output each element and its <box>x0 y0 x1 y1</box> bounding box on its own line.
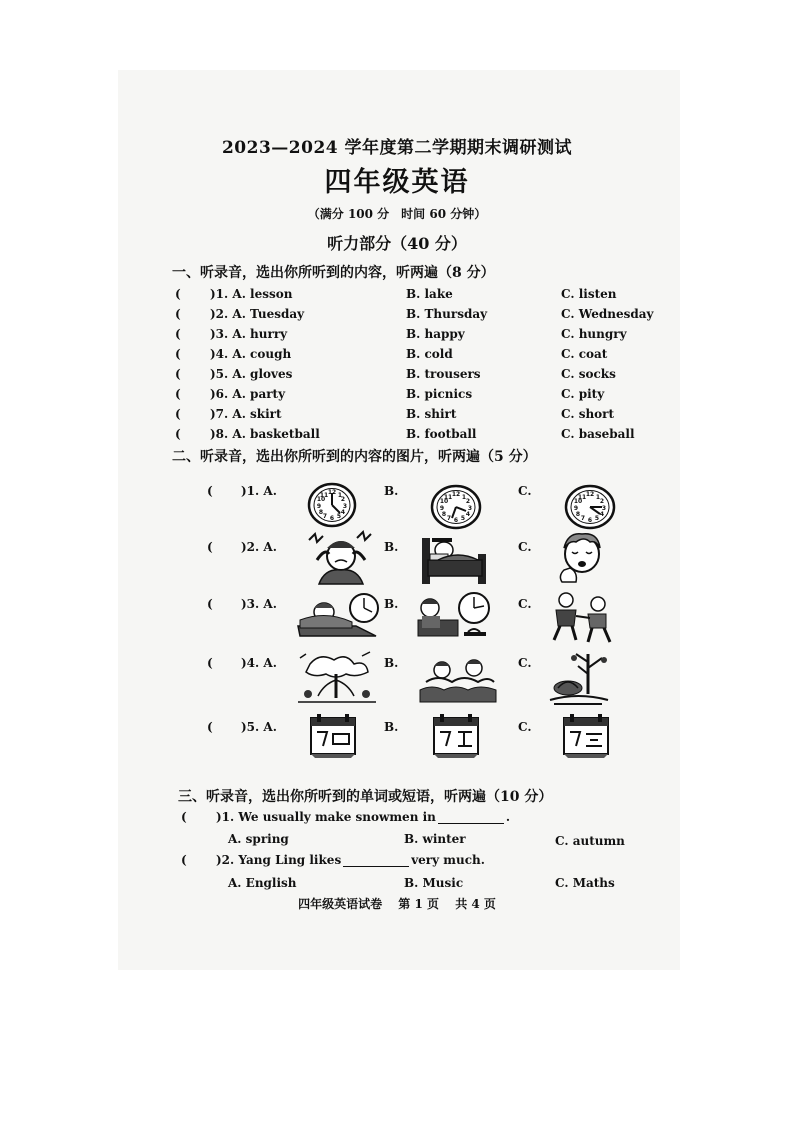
clock-icon <box>564 484 616 530</box>
answer-paren-open[interactable]: ( <box>175 407 181 421</box>
svg-text:6: 6 <box>453 517 459 524</box>
svg-text:12: 12 <box>585 491 595 498</box>
question-label-a: )4. A. <box>241 656 277 670</box>
clock-icon <box>430 484 482 530</box>
answer-paren-open[interactable]: ( <box>181 810 187 824</box>
part1-question <box>0 327 794 345</box>
question-option-a: )2. A. Tuesday <box>210 307 305 321</box>
question-option-b: B. lake <box>406 287 453 301</box>
option-label-b: B. <box>384 720 399 734</box>
swimming-kids-icon <box>418 656 498 704</box>
question-option-b: B. cold <box>406 347 453 361</box>
svg-text:5: 5 <box>594 515 600 522</box>
question-label-a: )1. A. <box>241 484 277 498</box>
question-option-a: )3. A. hurry <box>210 327 288 341</box>
svg-text:9: 9 <box>439 505 445 512</box>
svg-text:7: 7 <box>446 515 452 522</box>
question-option-b: B. football <box>406 427 477 441</box>
part1-question <box>0 387 794 405</box>
exam-year-title: 2023—2024 学年度第二学期期末调研测试 <box>221 138 573 158</box>
svg-text:5: 5 <box>336 513 342 520</box>
fill-blank[interactable] <box>438 811 504 824</box>
exam-subtitle: （满分 100 分 时间 60 分钟） <box>307 207 487 221</box>
question-option-b: B. winter <box>404 832 466 846</box>
sick-in-bed-icon <box>418 530 490 588</box>
option-label-c: C. <box>518 540 532 554</box>
svg-text:3: 3 <box>342 503 348 510</box>
part1-question <box>0 347 794 365</box>
svg-text:8: 8 <box>318 509 324 516</box>
clock-icon <box>307 482 357 528</box>
question-option-c: C. autumn <box>555 834 625 848</box>
answer-paren-open[interactable]: ( <box>175 427 181 441</box>
answer-paren-open[interactable]: ( <box>207 720 213 734</box>
windy-trees-icon <box>296 650 378 708</box>
part1-question <box>0 407 794 425</box>
svg-text:9: 9 <box>316 503 322 510</box>
part1-question <box>0 427 794 445</box>
answer-paren-open[interactable]: ( <box>181 853 187 867</box>
svg-text:10: 10 <box>573 498 583 505</box>
question-option-c: C. listen <box>561 287 617 301</box>
question-option-c: C. pity <box>561 387 605 401</box>
footer-total-pages: 共 4 页 <box>455 897 496 911</box>
svg-text:4: 4 <box>599 511 605 518</box>
question-option-c: C. hungry <box>561 327 627 341</box>
svg-text:10: 10 <box>316 496 326 503</box>
question-option-b: B. Music <box>404 876 464 890</box>
listening-section-title: 听力部分（40 分） <box>327 234 467 253</box>
svg-text:10: 10 <box>439 498 449 505</box>
part1-question <box>0 367 794 385</box>
option-label-b: B. <box>384 597 399 611</box>
svg-text:12: 12 <box>327 489 337 496</box>
question-option-b: B. Thursday <box>406 307 488 321</box>
answer-paren-open[interactable]: ( <box>207 540 213 554</box>
question-option-a: A. spring <box>228 832 289 846</box>
answer-paren-open[interactable]: ( <box>175 307 181 321</box>
question-option-b: B. picnics <box>406 387 473 401</box>
question-option-c: C. Wednesday <box>561 307 654 321</box>
answer-paren-open[interactable]: ( <box>175 387 181 401</box>
question-option-a: )7. A. skirt <box>210 407 282 421</box>
question-option-c: C. coat <box>561 347 608 361</box>
svg-text:3: 3 <box>467 505 473 512</box>
svg-text:9: 9 <box>573 505 579 512</box>
question-option-a: A. English <box>228 876 297 890</box>
svg-text:3: 3 <box>601 505 607 512</box>
question-option-a: )1. A. lesson <box>210 287 293 301</box>
part2-heading: 二、听录音，选出你所听到的内容的图片，听两遍（5 分） <box>172 449 537 465</box>
svg-text:4: 4 <box>340 509 346 516</box>
svg-text:4: 4 <box>465 511 471 518</box>
answer-paren-open[interactable]: ( <box>207 656 213 670</box>
sleeping-clock-icon <box>296 592 386 642</box>
part1-heading: 一、听录音，选出你所听到的内容，听两遍（8 分） <box>172 265 495 281</box>
svg-text:1: 1 <box>337 492 343 499</box>
option-label-c: C. <box>518 720 532 734</box>
svg-text:8: 8 <box>441 511 447 518</box>
answer-paren-open[interactable]: ( <box>207 484 213 498</box>
question-option-a: )5. A. gloves <box>210 367 293 381</box>
question-option-a: )8. A. basketball <box>210 427 320 441</box>
answer-paren-open[interactable]: ( <box>175 287 181 301</box>
question-option-b: B. shirt <box>406 407 457 421</box>
question-stem: )2. Yang Ling likes very much. <box>216 853 485 867</box>
question-option-c: C. socks <box>561 367 616 381</box>
svg-text:12: 12 <box>451 491 461 498</box>
svg-text:11: 11 <box>443 494 453 501</box>
calendar-icon <box>560 712 612 758</box>
page-footer <box>0 895 794 912</box>
footer-paper-name: 四年级英语试卷 <box>298 897 383 911</box>
question-option-a: )4. A. cough <box>210 347 292 361</box>
walking-to-school-icon <box>548 590 618 644</box>
crying-child-icon <box>550 530 612 586</box>
part1-question <box>0 307 794 325</box>
option-label-c: C. <box>518 597 532 611</box>
exam-main-title: 四年级英语 <box>324 167 470 198</box>
svg-text:11: 11 <box>319 492 329 499</box>
option-label-b: B. <box>384 540 399 554</box>
option-label-c: C. <box>518 484 532 498</box>
answer-paren-open[interactable]: ( <box>175 367 181 381</box>
calendar-icon <box>430 712 482 758</box>
question-option-a: )6. A. party <box>210 387 286 401</box>
svg-text:1: 1 <box>461 494 467 501</box>
question-option-b: B. happy <box>406 327 465 341</box>
svg-text:2: 2 <box>599 498 605 505</box>
svg-text:5: 5 <box>460 515 466 522</box>
svg-text:6: 6 <box>329 515 335 522</box>
part3-heading: 三、听录音，选出你所听到的单词或短语，听两遍（10 分） <box>178 789 553 805</box>
answer-paren-open[interactable]: ( <box>175 347 181 361</box>
option-label-b: B. <box>384 656 399 670</box>
answer-paren-open[interactable]: ( <box>175 327 181 341</box>
answer-paren-open[interactable]: ( <box>207 597 213 611</box>
headache-boy-icon <box>305 530 377 586</box>
footer-page-number: 第 1 页 <box>398 897 439 911</box>
svg-text:1: 1 <box>595 494 601 501</box>
question-option-c: C. Maths <box>555 876 615 890</box>
question-option-b: B. trousers <box>406 367 481 381</box>
option-label-b: B. <box>384 484 399 498</box>
fill-blank[interactable] <box>343 854 409 867</box>
svg-text:2: 2 <box>340 496 346 503</box>
calendar-icon <box>307 712 359 758</box>
option-label-c: C. <box>518 656 532 670</box>
autumn-picnic-icon <box>548 650 610 708</box>
question-option-c: C. baseball <box>561 427 635 441</box>
question-label-a: )3. A. <box>241 597 277 611</box>
svg-text:7: 7 <box>580 515 586 522</box>
breakfast-clock-icon <box>416 592 494 642</box>
svg-text:2: 2 <box>465 498 471 505</box>
part1-question <box>0 287 794 305</box>
question-label-a: )5. A. <box>241 720 277 734</box>
svg-text:7: 7 <box>322 513 328 520</box>
svg-text:8: 8 <box>575 511 581 518</box>
svg-text:11: 11 <box>577 494 587 501</box>
question-stem: )1. We usually make snowmen in . <box>216 810 511 824</box>
svg-text:6: 6 <box>587 517 593 524</box>
question-label-a: )2. A. <box>241 540 277 554</box>
question-option-c: C. short <box>561 407 615 421</box>
